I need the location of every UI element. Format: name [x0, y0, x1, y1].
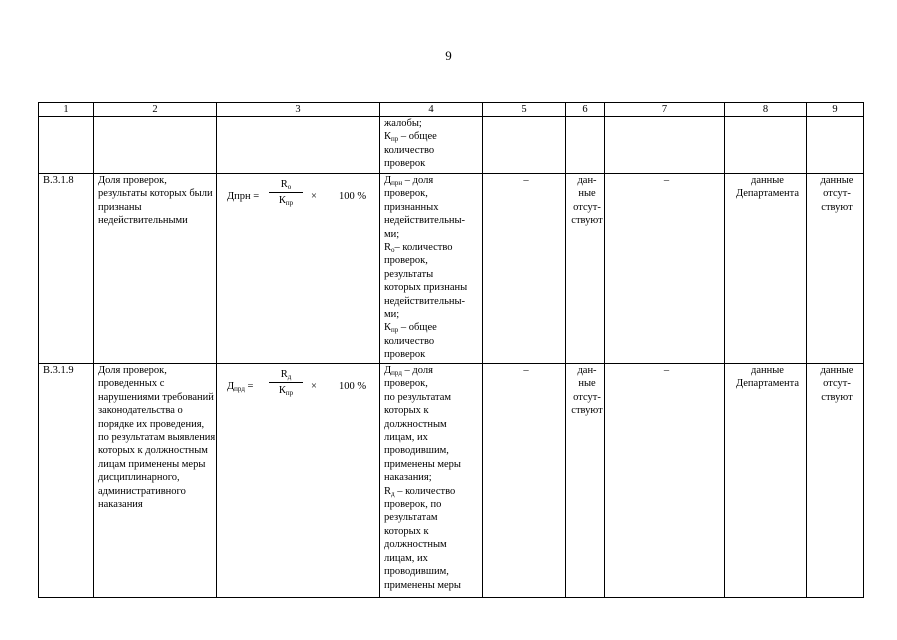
table-row [39, 364, 864, 598]
header-col-3: 3 [217, 103, 380, 117]
cell-col9 [807, 117, 864, 174]
col7-value: – [605, 364, 725, 598]
header-col-9: 9 [807, 103, 864, 117]
indicator-name: Доля проверок, результаты которых были признаны недействительными [94, 174, 217, 364]
formula: Дпрн = $R_о$ $К_{пр}$ × 100 % [227, 179, 367, 208]
indicators-table [38, 102, 864, 598]
cell-col7 [605, 117, 725, 174]
col7-value: – [605, 174, 725, 364]
cell-col5 [483, 117, 566, 174]
table-row-continuation [39, 117, 864, 174]
col9-value: данные отсут- ствуют [807, 364, 864, 598]
col6-value: дан- ные отсут- ствуют [566, 174, 605, 364]
col9-value: данные отсут- ствуют [807, 174, 864, 364]
col8-value: данные Департамента [725, 174, 807, 364]
col8-value: данные Департамента [725, 364, 807, 598]
indicator-name: Доля проверок, проведенных с нарушениями требований законодательства о порядке их проведения, по результатам выявления которых к должностным лицам применены меры дисциплинарного, административного наказания [94, 364, 217, 598]
cell-description: жалобы; $К_{пр}$ – общее количество проверок [380, 117, 483, 174]
header-col-7: 7 [605, 103, 725, 117]
header-row [39, 103, 864, 117]
header-col-6: 6 [566, 103, 605, 117]
cell-col6 [566, 117, 605, 174]
indicator-code: В.3.1.9 [39, 364, 94, 598]
col5-value: – [483, 364, 566, 598]
cell-code [39, 117, 94, 174]
header-col-4: 4 [380, 103, 483, 117]
formula: $Д_{прд}$ = $R_д$ $К_{пр}$ × 100 % [227, 369, 367, 398]
col6-value: дан- ные отсут- ствуют [566, 364, 605, 598]
header-col-5: 5 [483, 103, 566, 117]
formula-cell [217, 174, 380, 364]
cell-name [94, 117, 217, 174]
table-row [39, 174, 864, 364]
header-col-2: 2 [94, 103, 217, 117]
formula-cell [217, 364, 380, 598]
indicator-code: В.3.1.8 [39, 174, 94, 364]
header-col-8: 8 [725, 103, 807, 117]
page-number: 9 [445, 48, 452, 63]
col5-value: – [483, 174, 566, 364]
cell-formula [217, 117, 380, 174]
cell-col8 [725, 117, 807, 174]
header-col-1: 1 [39, 103, 94, 117]
indicator-description: $Д_{прд}$ – доля проверок, по результатам которых к должностным лицам, их проводившим, применены меры наказания; $R_д$ – количество проверок, по результатам которых к должностным лицам, их проводившим, применены меры [380, 364, 483, 598]
indicator-description: $Д_{прн}$ – доля проверок, признанных недействительны- ми; $R_о-$ количество проверок, результаты которых признаны недействительны- ми; $К_{пр}$ – общее количество проверок [380, 174, 483, 364]
